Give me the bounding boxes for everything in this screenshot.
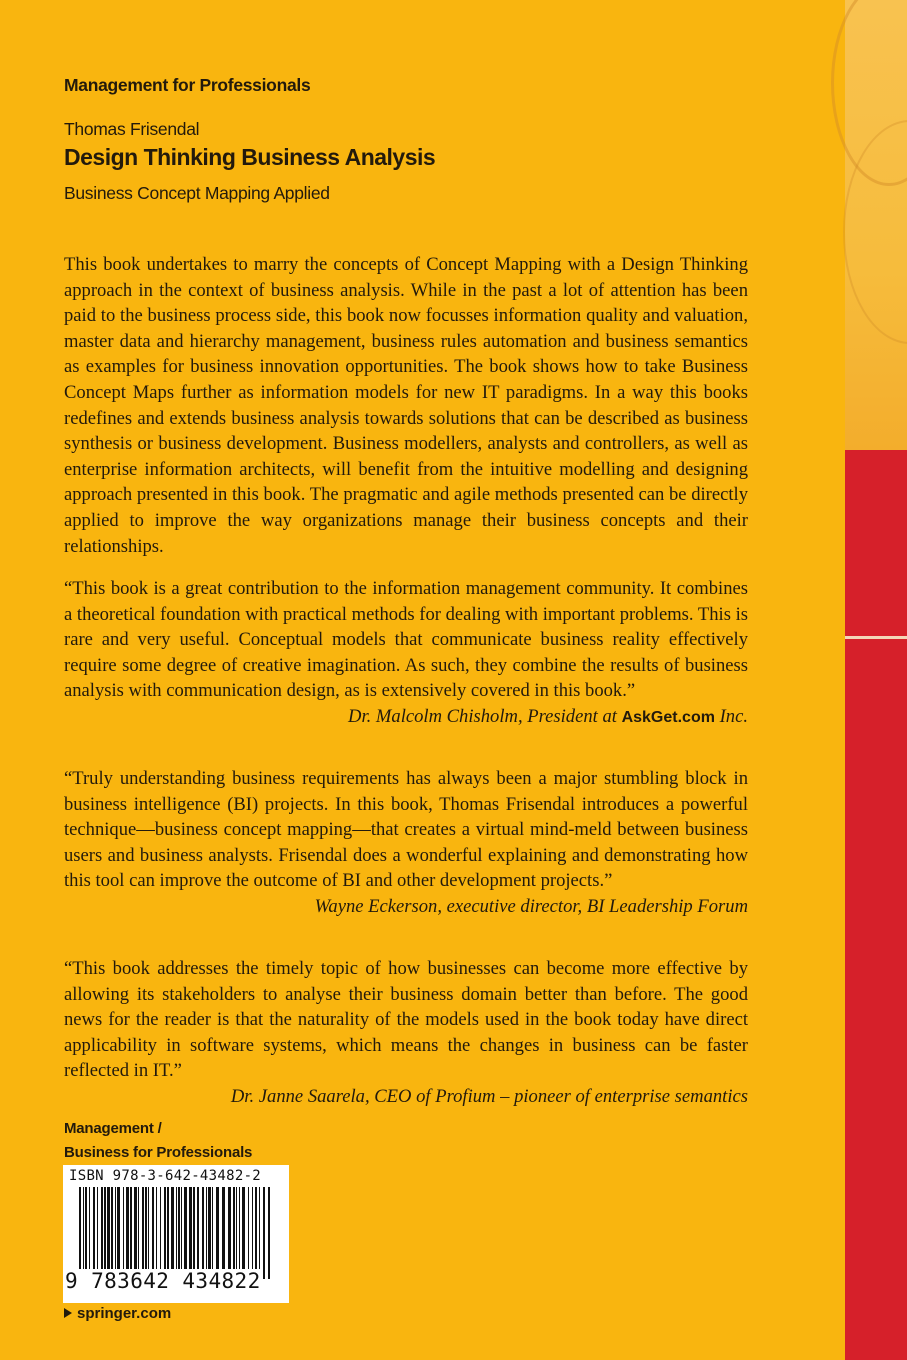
barcode-bar xyxy=(164,1187,166,1279)
barcode-bar xyxy=(193,1187,195,1279)
barcode-bar xyxy=(252,1187,253,1279)
barcode-bar xyxy=(117,1187,120,1279)
quote-text: “Truly understanding business requirements has always been a major stumbling block in business intelligence (BI) projects. In this book, Thomas Frisendal introduces a powerful technique—business concept mapping—that creates a virtual mind-meld between business users and business analysts. Frisendal does a wonderful explaining and demonstrating how this tool can improve the outcome of BI and other development projects.” xyxy=(64,768,748,892)
isbn-barcode xyxy=(63,1165,289,1303)
isbn-label: ISBN 978-3-642-43482-2 xyxy=(69,1168,262,1184)
barcode-bar xyxy=(130,1187,132,1279)
barcode-bar xyxy=(167,1187,169,1279)
barcode-bar xyxy=(160,1187,161,1279)
barcode-bar xyxy=(104,1187,106,1279)
barcode-bars xyxy=(79,1187,275,1279)
quote-text: “This book is a great contribution to the information management community. It combines a theoretical foundation with practical methods for dealing with important problems. This is rare and very useful. Conceptual models that communicate business reality effectively require some degree of creative imagination. As such, they combine the results of business analysis with communication design, as is extensively covered in this book.” xyxy=(64,578,748,702)
barcode-bar xyxy=(259,1187,260,1279)
barcode-bar xyxy=(248,1187,249,1279)
quote-attribution: Wayne Eckerson, executive director, BI Leadership Forum xyxy=(314,895,748,917)
barcode-bar xyxy=(142,1187,144,1279)
barcode-bar xyxy=(242,1187,245,1279)
barcode-bar xyxy=(85,1187,87,1279)
barcode-bar xyxy=(239,1187,240,1279)
book-description: This book undertakes to marry the concepts of Concept Mapping with a Design Thinking approach in the context of business analysis. While in the past a lot of attention has been paid to the business process side, this book now focusses information quality and valuation, master data and hierarchy management, business rules automation and business semantics as examples for business innovation opportunities. The book shows how to take Business Concept Maps further as information models for new IT paradigms. In a way this books redefines and extends business analysis towards solutions that can be described as business synthesis or business development. Business modellers, analysts and controllers, as well as enterprise information architects, will benefit from the intuitive modelling and designing approach presented in this book. The pragmatic and agile methods presented can be directly applied to improve the way organizations manage their business concepts and their relationships. xyxy=(64,254,748,557)
barcode-bar xyxy=(138,1187,139,1279)
barcode-bar xyxy=(145,1187,147,1279)
category-line: Business for Professionals xyxy=(64,1144,253,1161)
barcode-digits: 9 783642 434822 xyxy=(65,1269,261,1293)
barcode-bar xyxy=(233,1187,235,1279)
quote-2 xyxy=(64,766,748,920)
barcode-bar xyxy=(216,1187,219,1279)
barcode-bar xyxy=(156,1187,157,1279)
publisher-website[interactable]: springer.com xyxy=(77,1305,172,1322)
barcode-bar xyxy=(212,1187,213,1279)
barcode-bar xyxy=(176,1187,177,1279)
subject-category xyxy=(64,1117,252,1165)
quote-1 xyxy=(64,576,748,731)
barcode-bar xyxy=(93,1187,95,1279)
barcode-bar xyxy=(268,1187,270,1279)
barcode-bar xyxy=(178,1187,180,1279)
barcode-bar xyxy=(97,1187,98,1279)
publisher-link[interactable] xyxy=(64,1305,171,1322)
series-name: Management for Professionals xyxy=(64,75,311,95)
quote-3 xyxy=(64,956,748,1110)
barcode-bar xyxy=(171,1187,174,1279)
barcode-bar xyxy=(236,1187,237,1279)
quote-text: “This book addresses the timely topic of how businesses can become more effective by allowing its stakeholders to analyse their business domain better than before. The good news for the reader is that the naturality of the models used in the book today have direct applicability in software systems, which means the changes in business can be faster reflected in IT.” xyxy=(64,958,748,1082)
attribution-text: Dr. Malcolm Chisholm, President at xyxy=(348,705,622,727)
red-spine-band xyxy=(845,450,907,1360)
cover-photo-strip xyxy=(845,0,907,450)
barcode-bar xyxy=(123,1187,124,1279)
author-name: Thomas Frisendal xyxy=(64,119,200,139)
spine-divider-line xyxy=(845,636,907,639)
book-subtitle: Business Concept Mapping Applied xyxy=(64,183,330,203)
barcode-bar xyxy=(184,1187,187,1279)
barcode-bar xyxy=(202,1187,204,1279)
barcode-bar xyxy=(206,1187,207,1279)
barcode-bar xyxy=(222,1187,225,1279)
barcode-bar xyxy=(208,1187,211,1279)
barcode-bar xyxy=(107,1187,110,1279)
category-line: Management / xyxy=(64,1120,162,1137)
barcode-bar xyxy=(111,1187,113,1279)
barcode-bar xyxy=(228,1187,231,1279)
barcode-bar xyxy=(148,1187,149,1279)
barcode-bar xyxy=(152,1187,154,1279)
barcode-bar xyxy=(89,1187,90,1279)
barcode-bar xyxy=(181,1187,182,1279)
barcode-bar xyxy=(126,1187,129,1279)
barcode-bar xyxy=(189,1187,192,1279)
barcode-bar xyxy=(263,1187,265,1279)
barcode-bar xyxy=(255,1187,257,1279)
quote-attribution xyxy=(64,704,748,731)
attribution-company: AskGet.com xyxy=(621,708,715,726)
arrow-right-icon xyxy=(64,1308,72,1318)
barcode-bar xyxy=(115,1187,116,1279)
attribution-suffix: Inc. xyxy=(714,705,748,727)
quote-attribution: Dr. Janne Saarela, CEO of Profium – pioneer of enterprise semantics xyxy=(230,1085,748,1107)
barcode-bar xyxy=(134,1187,137,1279)
book-title: Design Thinking Business Analysis xyxy=(64,144,436,170)
barcode-bar xyxy=(83,1187,84,1279)
barcode-bar xyxy=(197,1187,199,1279)
barcode-bar xyxy=(101,1187,103,1279)
barcode-bar xyxy=(79,1187,81,1279)
